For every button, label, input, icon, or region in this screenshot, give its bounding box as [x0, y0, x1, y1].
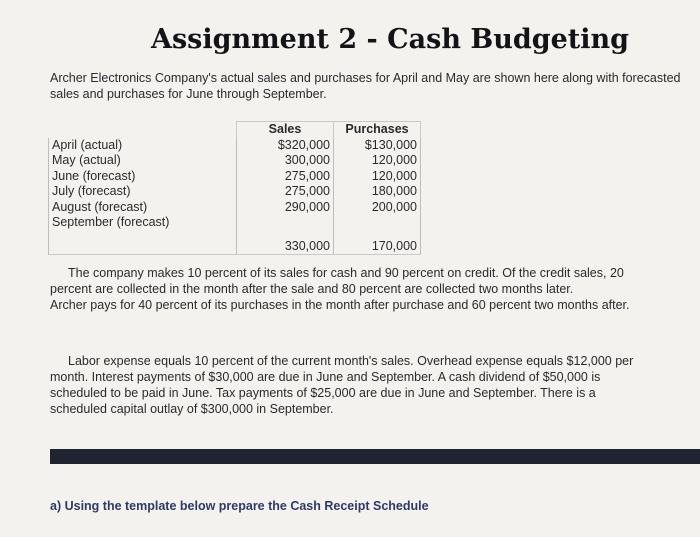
row-label: April (actual) [49, 138, 237, 154]
row-label: September (forecast) [49, 215, 237, 231]
sales-value: 290,000 [237, 200, 334, 216]
purchases-value: $130,000 [334, 138, 421, 154]
purchases-value: 120,000 [334, 169, 421, 185]
table-row [49, 215, 421, 231]
sales-value: 275,000 [237, 184, 334, 200]
sales-value [237, 215, 334, 231]
table-row [49, 239, 421, 255]
purchases-value: 120,000 [334, 153, 421, 169]
paragraph-line: The company makes 10 percent of its sales for cash and 90 percent on credit. Of the credit sales, 20 [68, 266, 624, 280]
collections-paragraph [50, 265, 690, 313]
expenses-paragraph [50, 353, 650, 417]
paragraph-line: month. Interest payments of $30,000 are due in June and September. A cash dividend of $50,000 is [50, 370, 601, 384]
row-label: May (actual) [49, 153, 237, 169]
question-text: a) Using the template below prepare the Cash Receipt Schedule [50, 499, 429, 513]
sales-value: 275,000 [237, 169, 334, 185]
header-sales: Sales [237, 122, 334, 138]
paragraph-line: scheduled capital outlay of $300,000 in September. [50, 402, 334, 416]
table-row [49, 153, 421, 169]
sales-purchases-table [48, 121, 421, 255]
table-row [49, 138, 421, 154]
sales-value: $320,000 [237, 138, 334, 154]
row-label: June (forecast) [49, 169, 237, 185]
paragraph-line: Labor expense equals 10 percent of the current month's sales. Overhead expense equals $12,000 per [68, 354, 634, 368]
purchases-value: 180,000 [334, 184, 421, 200]
september-purchases-value: 170,000 [334, 239, 421, 255]
paragraph-line: percent are collected in the month after the sale and 80 percent are collected two months later. [50, 282, 574, 296]
page-title: Assignment 2 - Cash Budgeting [151, 24, 629, 55]
sales-value: 300,000 [237, 153, 334, 169]
intro-text: Archer Electronics Company's actual sales and purchases for April and May are shown here along with forecasted sales and purchases for June through September. [50, 71, 681, 101]
september-sales-value: 330,000 [237, 239, 334, 255]
table-row [49, 200, 421, 216]
purchases-value [334, 215, 421, 231]
row-label: July (forecast) [49, 184, 237, 200]
row-label: August (forecast) [49, 200, 237, 216]
paragraph-line: Archer pays for 40 percent of its purchases in the month after purchase and 60 percent two months after. [50, 298, 630, 312]
section-divider-bar [50, 449, 700, 464]
table-row [49, 184, 421, 200]
table-row [49, 169, 421, 185]
paragraph-line: scheduled to be paid in June. Tax payments of $25,000 are due in June and September. There is a [50, 386, 596, 400]
purchases-value: 200,000 [334, 200, 421, 216]
header-purchases: Purchases [334, 122, 421, 138]
